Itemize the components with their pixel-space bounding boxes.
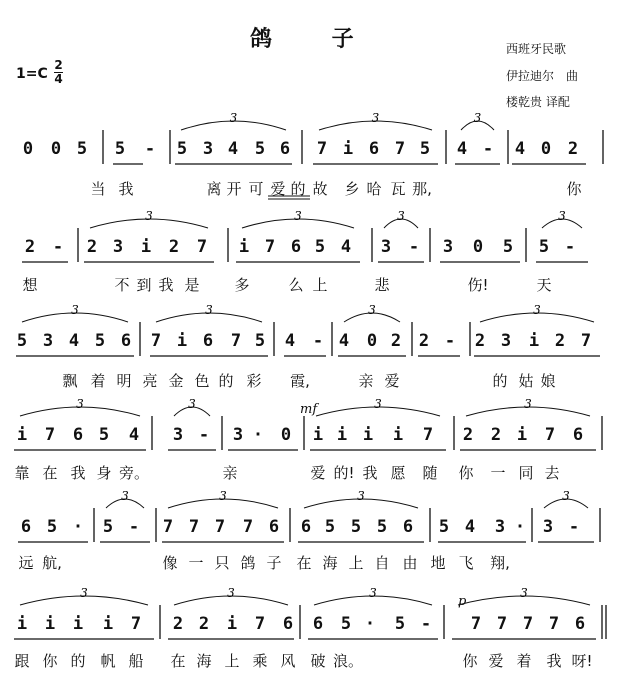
song-title: 鸽 子: [250, 27, 380, 52]
triplet-mark: 3: [562, 489, 570, 503]
note: 5: [176, 139, 188, 159]
note: 2: [474, 331, 486, 351]
note: 6: [312, 614, 324, 634]
note: i: [362, 425, 374, 445]
time-signature-top: 2: [54, 58, 63, 72]
triplet-mark: 3: [371, 111, 380, 125]
lyric-syllable: 的: [218, 372, 234, 390]
lyric-syllable: 亲: [358, 372, 374, 390]
triplet-mark: 3: [357, 489, 365, 503]
lyric-syllable: 爱: [384, 372, 400, 390]
note: 5: [254, 139, 266, 159]
lyric-syllable: 上: [348, 554, 364, 572]
lyric-syllable: 我: [158, 276, 174, 294]
note: 6: [268, 517, 280, 537]
lyric-syllable: 可: [248, 180, 264, 198]
lyric-syllable: 爱: [310, 464, 326, 482]
note: 6: [202, 331, 214, 351]
note: 5: [340, 614, 352, 634]
note: 2: [86, 237, 98, 257]
lyric-syllable: 一: [490, 464, 506, 482]
note: 5: [419, 139, 431, 159]
note: 7: [544, 425, 556, 445]
lyric-syllable: 远: [18, 554, 34, 572]
lyric-syllable: 我: [362, 464, 378, 482]
note: 4: [128, 425, 140, 445]
lyric-syllable: 子: [266, 554, 282, 572]
lyric-syllable: 瓦: [390, 180, 406, 198]
triplet-mark: 3: [205, 303, 213, 317]
note: 7: [394, 139, 406, 159]
note: 7: [522, 614, 534, 634]
lyric-syllable: 帆: [100, 652, 116, 670]
note: 7: [422, 425, 434, 445]
lyric-syllable: 风: [280, 652, 296, 670]
lyric-syllable: 身: [96, 464, 112, 482]
lyric-syllable: 想: [22, 276, 38, 294]
note: 4: [464, 517, 476, 537]
note: 5: [324, 517, 336, 537]
triplet-mark: 3: [558, 209, 566, 223]
lyric-syllable: 的!: [333, 464, 355, 482]
triplet-mark: 3: [145, 209, 153, 223]
note: 7: [264, 237, 276, 257]
note: 5: [76, 139, 88, 159]
note: -: [444, 331, 456, 351]
note: 7: [150, 331, 162, 351]
triplet-mark: 3: [71, 303, 79, 317]
lyric-syllable: 你: [42, 652, 58, 670]
dynamic-p: p: [458, 594, 467, 609]
note: 3: [172, 425, 184, 445]
triplet-mark: 3: [76, 397, 84, 411]
lyric-syllable: 旁。: [118, 464, 150, 482]
lyric-syllable: 亮: [142, 372, 158, 390]
note: i: [102, 614, 114, 634]
note: 6: [574, 614, 586, 634]
lyric-syllable: 你: [566, 180, 582, 198]
note: 0: [366, 331, 378, 351]
note: 0: [22, 139, 34, 159]
note: 3: [42, 331, 54, 351]
lyric-syllable: 在: [296, 554, 312, 572]
note: ·: [252, 425, 264, 445]
lyric-syllable: 由: [402, 554, 418, 572]
credit-line-3: 楼乾贵 译配: [506, 95, 570, 109]
lyric-syllable: 靠: [14, 464, 30, 482]
lyric-syllable: 的: [492, 372, 508, 390]
note: 6: [572, 425, 584, 445]
lyric-syllable: 飞: [458, 554, 474, 572]
lyric-syllable: 天: [536, 276, 552, 294]
note: 7: [214, 517, 226, 537]
note: 7: [130, 614, 142, 634]
note: 4: [227, 139, 239, 159]
time-signature-bottom: 4: [54, 72, 63, 86]
lyric-syllable: 亲: [222, 464, 238, 482]
lyric-syllable: 着: [90, 372, 106, 390]
lyric-syllable: 霞,: [290, 372, 310, 390]
note: 5: [98, 425, 110, 445]
lyric-syllable: 的: [70, 652, 86, 670]
note: 4: [338, 331, 350, 351]
note: 7: [470, 614, 482, 634]
note: 7: [162, 517, 174, 537]
credit-line-2: 伊拉迪尔 曲: [506, 69, 579, 83]
note: 2: [462, 425, 474, 445]
note: 7: [188, 517, 200, 537]
lyric-syllable: 娘: [540, 372, 556, 390]
note: 6: [290, 237, 302, 257]
note: i: [44, 614, 56, 634]
note: -: [128, 517, 140, 537]
triplet-mark: 3: [520, 586, 528, 600]
note: 5: [376, 517, 388, 537]
note: 4: [68, 331, 80, 351]
note: 2: [24, 237, 36, 257]
note: -: [482, 139, 494, 159]
lyric-syllable: 在: [170, 652, 186, 670]
lyric-syllable: 乘: [252, 652, 268, 670]
note: 6: [20, 517, 32, 537]
lyric-syllable: 在: [42, 464, 58, 482]
note: 7: [316, 139, 328, 159]
lyric-syllable: 地: [430, 554, 446, 572]
note: 5: [114, 139, 126, 159]
lyric-syllable: 浪。: [332, 652, 364, 670]
note: 5: [438, 517, 450, 537]
lyric-syllable: 的: [290, 180, 306, 198]
note: 5: [254, 331, 266, 351]
lyric-syllable: 海: [322, 554, 338, 572]
lyric-syllable: 悲: [374, 276, 390, 294]
note: 2: [567, 139, 579, 159]
note: 5: [46, 517, 58, 537]
note: i: [176, 331, 188, 351]
lyric-syllable: 多: [234, 276, 250, 294]
lyric-syllable: 上: [224, 652, 240, 670]
lyric-syllable: 金: [168, 372, 184, 390]
note: 5: [394, 614, 406, 634]
note: 3: [500, 331, 512, 351]
triplet-mark: 3: [80, 586, 88, 600]
note: 4: [514, 139, 526, 159]
note: 2: [390, 331, 402, 351]
note: i: [16, 614, 28, 634]
note: 0: [540, 139, 552, 159]
lyric-syllable: 只: [214, 554, 230, 572]
triplet-mark: 3: [397, 209, 405, 223]
lyric-syllable: 我: [70, 464, 86, 482]
lyric-syllable: 你: [462, 652, 478, 670]
note: 5: [350, 517, 362, 537]
triplet-mark: 3: [219, 489, 227, 503]
note: 3: [494, 517, 506, 537]
note: 5: [102, 517, 114, 537]
note: 2: [490, 425, 502, 445]
note: 2: [418, 331, 430, 351]
note: 7: [254, 614, 266, 634]
note: i: [72, 614, 84, 634]
lyric-syllable: 不: [114, 276, 130, 294]
note: 7: [242, 517, 254, 537]
lyric-syllable: 跟: [14, 652, 30, 670]
triplet-mark: 3: [121, 489, 129, 503]
note: 7: [496, 614, 508, 634]
triplet-mark: 3: [188, 397, 196, 411]
note: 6: [282, 614, 294, 634]
note: 0: [280, 425, 292, 445]
note: 6: [72, 425, 84, 445]
note: i: [336, 425, 348, 445]
note: ·: [364, 614, 376, 634]
lyric-syllable: 翔,: [490, 554, 510, 572]
note: i: [528, 331, 540, 351]
note: i: [16, 425, 28, 445]
lyric-syllable: 乡: [344, 180, 360, 198]
lyric-syllable: 航,: [42, 554, 62, 572]
note: 5: [16, 331, 28, 351]
lyric-syllable: 去: [544, 464, 560, 482]
note: -: [198, 425, 210, 445]
key-signature: 1=C: [16, 66, 48, 82]
lyric-syllable: 飘: [62, 372, 78, 390]
note: 7: [44, 425, 56, 445]
lyric-syllable: 愿: [390, 464, 406, 482]
note: 3: [380, 237, 392, 257]
note: 0: [50, 139, 62, 159]
note: 7: [196, 237, 208, 257]
lyric-syllable: 彩: [246, 372, 262, 390]
lyric-syllable: 伤!: [467, 276, 489, 294]
note: 6: [402, 517, 414, 537]
lyric-syllable: 你: [458, 464, 474, 482]
lyric-syllable: 故: [312, 180, 328, 198]
note: 6: [279, 139, 291, 159]
note: 5: [94, 331, 106, 351]
note: -: [568, 517, 580, 537]
lyric-syllable: 上: [312, 276, 328, 294]
note: 6: [120, 331, 132, 351]
note: 4: [456, 139, 468, 159]
note: 0: [472, 237, 484, 257]
lyric-syllable: 呀!: [571, 652, 593, 670]
lyric-syllable: 到: [136, 276, 152, 294]
triplet-mark: 3: [473, 111, 482, 125]
note: i: [342, 139, 354, 159]
note: -: [408, 237, 420, 257]
note: 6: [368, 139, 380, 159]
note: i: [392, 425, 404, 445]
lyric-syllable: 当: [90, 180, 106, 198]
triplet-mark: 3: [229, 111, 238, 125]
triplet-mark: 3: [369, 586, 377, 600]
lyric-syllable: 像: [162, 554, 178, 572]
note: 3: [232, 425, 244, 445]
lyric-syllable: 自: [374, 554, 390, 572]
triplet-mark: 3: [368, 303, 376, 317]
lyric-syllable: 哈: [366, 180, 382, 198]
note: 4: [340, 237, 352, 257]
lyric-syllable: 是: [184, 276, 200, 294]
note: 3: [202, 139, 214, 159]
note: 2: [172, 614, 184, 634]
note: 7: [548, 614, 560, 634]
lyric-syllable: 爱: [270, 180, 286, 198]
lyric-syllable: 姑: [518, 372, 534, 390]
note: 5: [502, 237, 514, 257]
lyric-syllable: 破: [310, 652, 326, 670]
note: -: [312, 331, 324, 351]
note: 2: [168, 237, 180, 257]
note: -: [144, 139, 156, 159]
triplet-mark: 3: [524, 397, 532, 411]
lyric-syllable: 我: [546, 652, 562, 670]
triplet-mark: 3: [533, 303, 541, 317]
note: 6: [300, 517, 312, 537]
credit-line-1: 西班牙民歌: [506, 42, 567, 56]
lyric-syllable: 我: [118, 180, 134, 198]
note: ·: [72, 517, 84, 537]
note: 7: [580, 331, 592, 351]
lyric-syllable: 同: [518, 464, 534, 482]
note: 3: [542, 517, 554, 537]
note: 3: [112, 237, 124, 257]
note: i: [312, 425, 324, 445]
note: i: [140, 237, 152, 257]
dynamic-mf: mf: [300, 402, 318, 417]
lyric-syllable: 海: [196, 652, 212, 670]
note: -: [420, 614, 432, 634]
lyric-syllable: 船: [128, 652, 144, 670]
note: 7: [230, 331, 242, 351]
lyric-syllable: 随: [422, 464, 438, 482]
note: i: [226, 614, 238, 634]
note: 4: [284, 331, 296, 351]
note: ·: [514, 517, 526, 537]
note: 5: [538, 237, 550, 257]
lyric-syllable: 色: [194, 372, 210, 390]
lyric-syllable: 明: [116, 372, 132, 390]
triplet-mark: 3: [294, 209, 302, 223]
note: i: [238, 237, 250, 257]
note: -: [564, 237, 576, 257]
triplet-mark: 3: [227, 586, 235, 600]
note: i: [516, 425, 528, 445]
lyric-syllable: 一: [188, 554, 204, 572]
lyric-syllable: 开: [226, 180, 242, 198]
lyric-syllable: 那,: [412, 180, 432, 198]
lyric-syllable: 鸽: [240, 554, 256, 572]
note: 2: [554, 331, 566, 351]
note: -: [52, 237, 64, 257]
note: 2: [198, 614, 210, 634]
lyric-syllable: 离: [206, 180, 222, 198]
triplet-mark: 3: [374, 397, 382, 411]
lyric-syllable: 爱: [488, 652, 504, 670]
lyric-syllable: 着: [516, 652, 532, 670]
note: 3: [442, 237, 454, 257]
lyric-syllable: 么: [288, 276, 304, 294]
note: 5: [314, 237, 326, 257]
